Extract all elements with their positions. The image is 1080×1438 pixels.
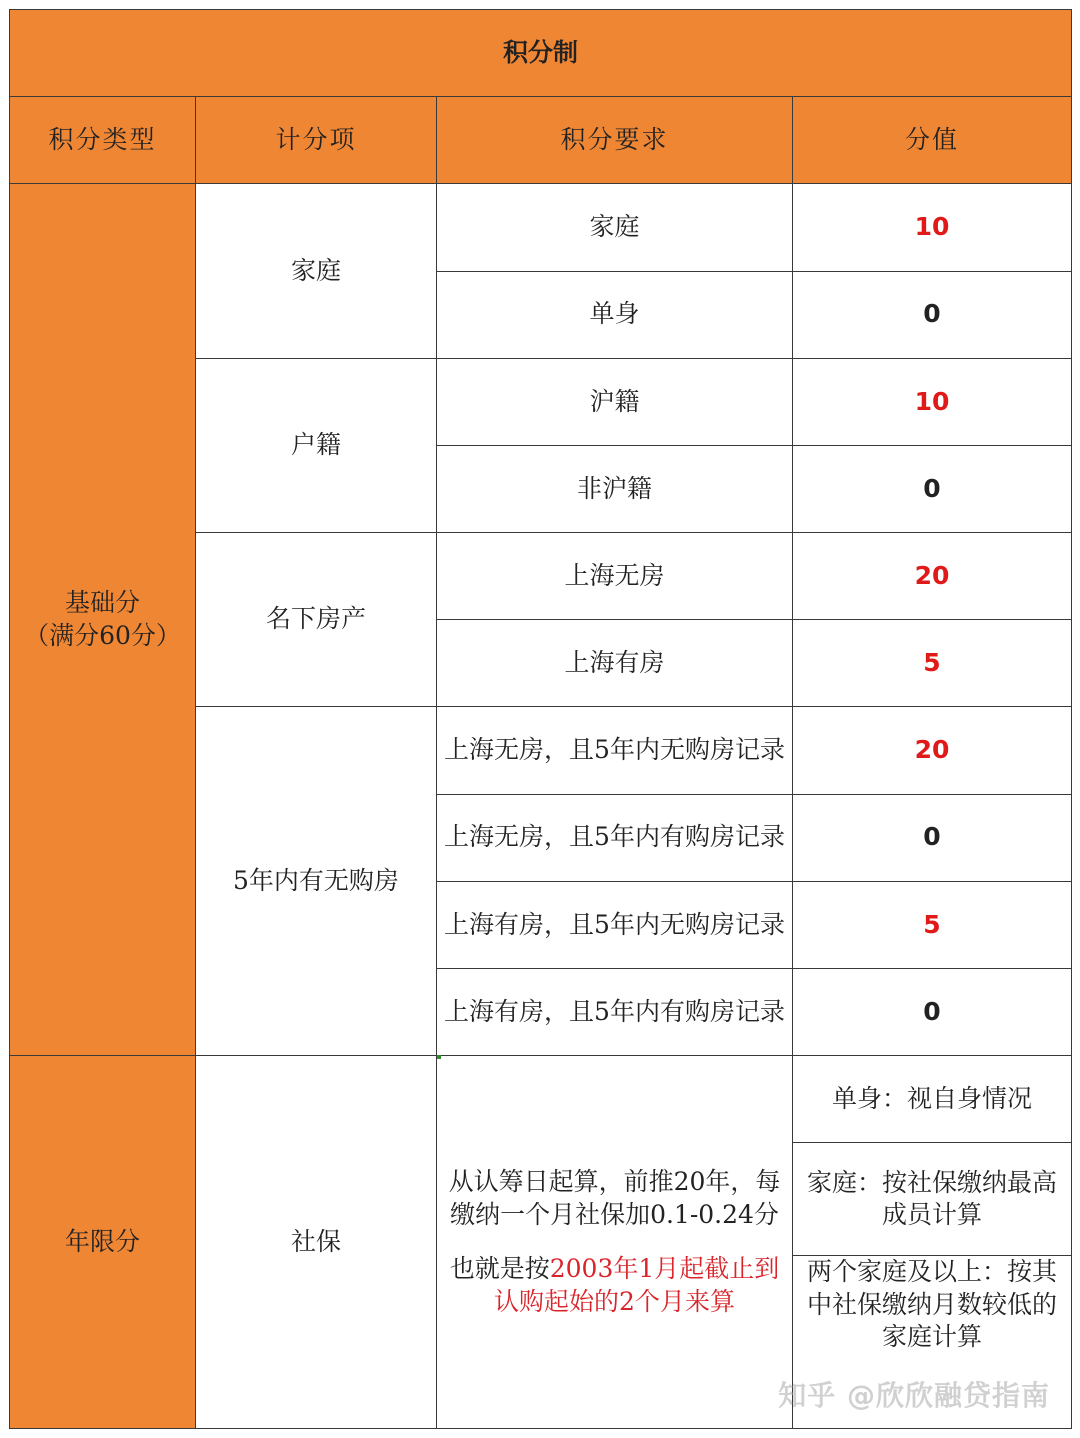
header-value: 分值 [793,97,1072,184]
value-cell: 20 [793,533,1072,620]
points-table [9,9,1072,1429]
req-cell: 上海无房，且5年内有购房记录 [437,794,793,881]
item-property: 名下房产 [196,533,437,707]
value-cell: 20 [793,707,1072,794]
value-cell: 0 [793,445,1072,532]
value-multi-family: 两个家庭及以上：按其中社保缴纳月数较低的家庭计算 [793,1256,1072,1429]
header-requirement: 积分要求 [437,97,793,184]
cell-marker [437,1055,441,1059]
req-cell: 上海有房 [437,620,793,707]
type-basic [10,184,196,1056]
item-hukou: 户籍 [196,358,437,532]
req-social-security-prefix: 也就是按 [449,1254,550,1284]
header-type: 积分类型 [10,97,196,184]
type-basic-line2: （满分60分） [24,620,181,650]
item-purchase-5y: 5年内有无购房 [196,707,437,1056]
item-family: 家庭 [196,184,437,358]
value-cell: 5 [793,881,1072,968]
value-cell: 10 [793,358,1072,445]
watermark: 知乎 @欣欣融贷指南 [778,1379,1050,1412]
req-social-security [437,1056,793,1429]
header-item: 计分项 [196,97,437,184]
type-years: 年限分 [10,1056,196,1429]
value-cell: 0 [793,271,1072,358]
req-cell: 非沪籍 [437,445,793,532]
type-basic-line1: 基础分 [64,588,140,618]
value-cell: 0 [793,968,1072,1055]
req-cell: 沪籍 [437,358,793,445]
req-cell: 上海有房，且5年内有购房记录 [437,968,793,1055]
value-cell: 0 [793,794,1072,881]
value-cell: 10 [793,184,1072,271]
req-cell: 上海无房 [437,533,793,620]
value-single: 单身：视自身情况 [793,1056,1072,1143]
req-cell: 上海无房，且5年内无购房记录 [437,707,793,794]
req-cell: 家庭 [437,184,793,271]
value-family: 家庭：按社保缴纳最高成员计算 [793,1143,1072,1256]
value-cell: 5 [793,620,1072,707]
req-social-security-main: 从认筹日起算，前推20年，每缴纳一个月社保加0.1-0.24分 [448,1167,781,1229]
item-social-security: 社保 [196,1056,437,1429]
req-cell: 单身 [437,271,793,358]
table-title: 积分制 [10,10,1072,97]
req-cell: 上海有房，且5年内无购房记录 [437,881,793,968]
req-social-security-highlight: 2003年1月起截止到认购起始的2个月来算 [494,1254,780,1316]
